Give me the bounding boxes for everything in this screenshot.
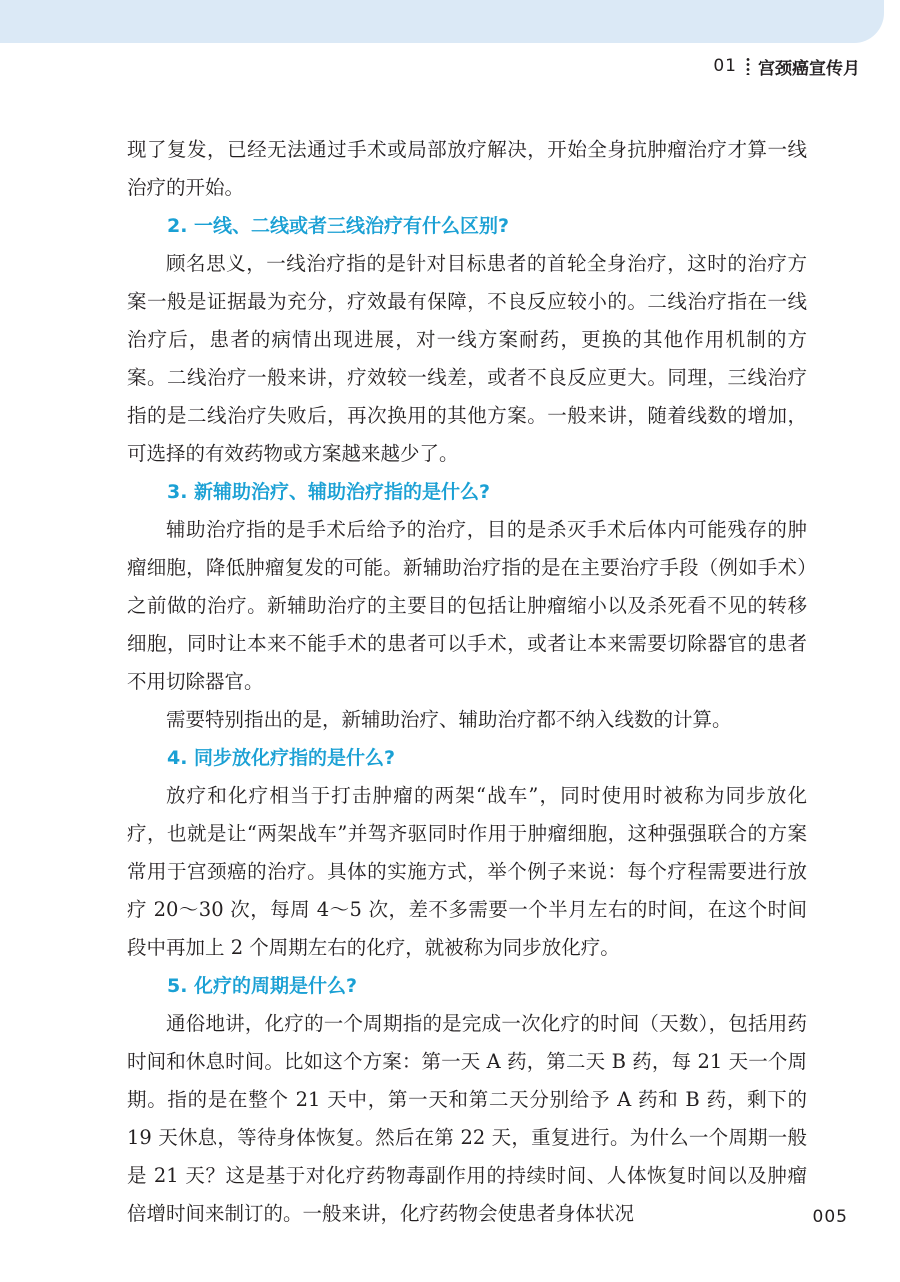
top-header-band — [0, 0, 884, 43]
page-number: 005 — [812, 1207, 848, 1227]
section-heading: 4. 同步放化疗指的是什么? — [167, 747, 396, 769]
body-paragraph: 辅助治疗指的是手术后给予的治疗，目的是杀灭手术后体内可能残存的肿瘤细胞，降低肿瘤复发的可能。新辅助治疗指的是在主要治疗手段（例如手术）之前做的治疗。新辅助治疗的主要目的包括让肿瘤缩小以及杀死看不见的转移细胞，同时让本来不能手术的患者可以手术，或者让本来需要切除器官的患者不用切除器官。 — [127, 518, 807, 693]
body-paragraph: 需要特别指出的是，新辅助治疗、辅助治疗都不纳入线数的计算。 — [166, 708, 732, 731]
body-paragraph: 顾名思义，一线治疗指的是针对目标患者的首轮全身治疗，这时的治疗方案一般是证据最为充分，疗效最有保障，不良反应较小的。二线治疗指在一线治疗后，患者的病情出现进展，对一线方案耐药，更换的其他作用机制的方案。二线治疗一般来讲，疗效较一线差，或者不良反应更大。同理，三线治疗指的是二线治疗失败后，再次换用的其他方案。一般来讲，随着线数的增加，可选择的有效药物或方案越来越少了。 — [127, 252, 807, 465]
dotted-separator — [746, 57, 750, 75]
running-head — [713, 54, 860, 78]
chapter-title: 宫颈癌宣传月 — [758, 58, 860, 79]
page-body — [127, 131, 807, 1233]
section-heading: 5. 化疗的周期是什么? — [167, 975, 358, 997]
section-heading: 3. 新辅助治疗、辅助治疗指的是什么? — [167, 481, 491, 503]
body-paragraph: 通俗地讲，化疗的一个周期指的是完成一次化疗的时间（天数），包括用药时间和休息时间。比如这个方案：第一天 A 药，第二天 B 药，每 21 天一个周期。指的是在整个 21 天中，第一天和第二天分别给予 A 药和 B 药，剩下的 19 天休息，等待身体恢复。然后在第 22 天，重复进行。为什么一个周期一般是 21 天？这是基于对化疗药物毒副作用的持续时间、人体恢复时间以及肿瘤倍增时间来制订的。一般来讲，化疗药物会使患者身体状况 — [127, 1012, 807, 1225]
body-paragraph: 现了复发，已经无法通过手术或局部放疗解决，开始全身抗肿瘤治疗才算一线治疗的开始。 — [127, 138, 807, 199]
section-heading: 2. 一线、二线或者三线治疗有什么区别? — [167, 215, 510, 237]
body-paragraph: 放疗和化疗相当于打击肿瘤的两架“战车”，同时使用时被称为同步放化疗，也就是让“两架战车”并驾齐驱同时作用于肿瘤细胞，这种强强联合的方案常用于宫颈癌的治疗。具体的实施方式，举个例子来说：每个疗程需要进行放疗 20～30 次，每周 4～5 次，差不多需要一个半月左右的时间，在这个时间段中再加上 2 个周期左右的化疗，就被称为同步放化疗。 — [127, 784, 807, 959]
chapter-number: 01 — [713, 56, 737, 76]
